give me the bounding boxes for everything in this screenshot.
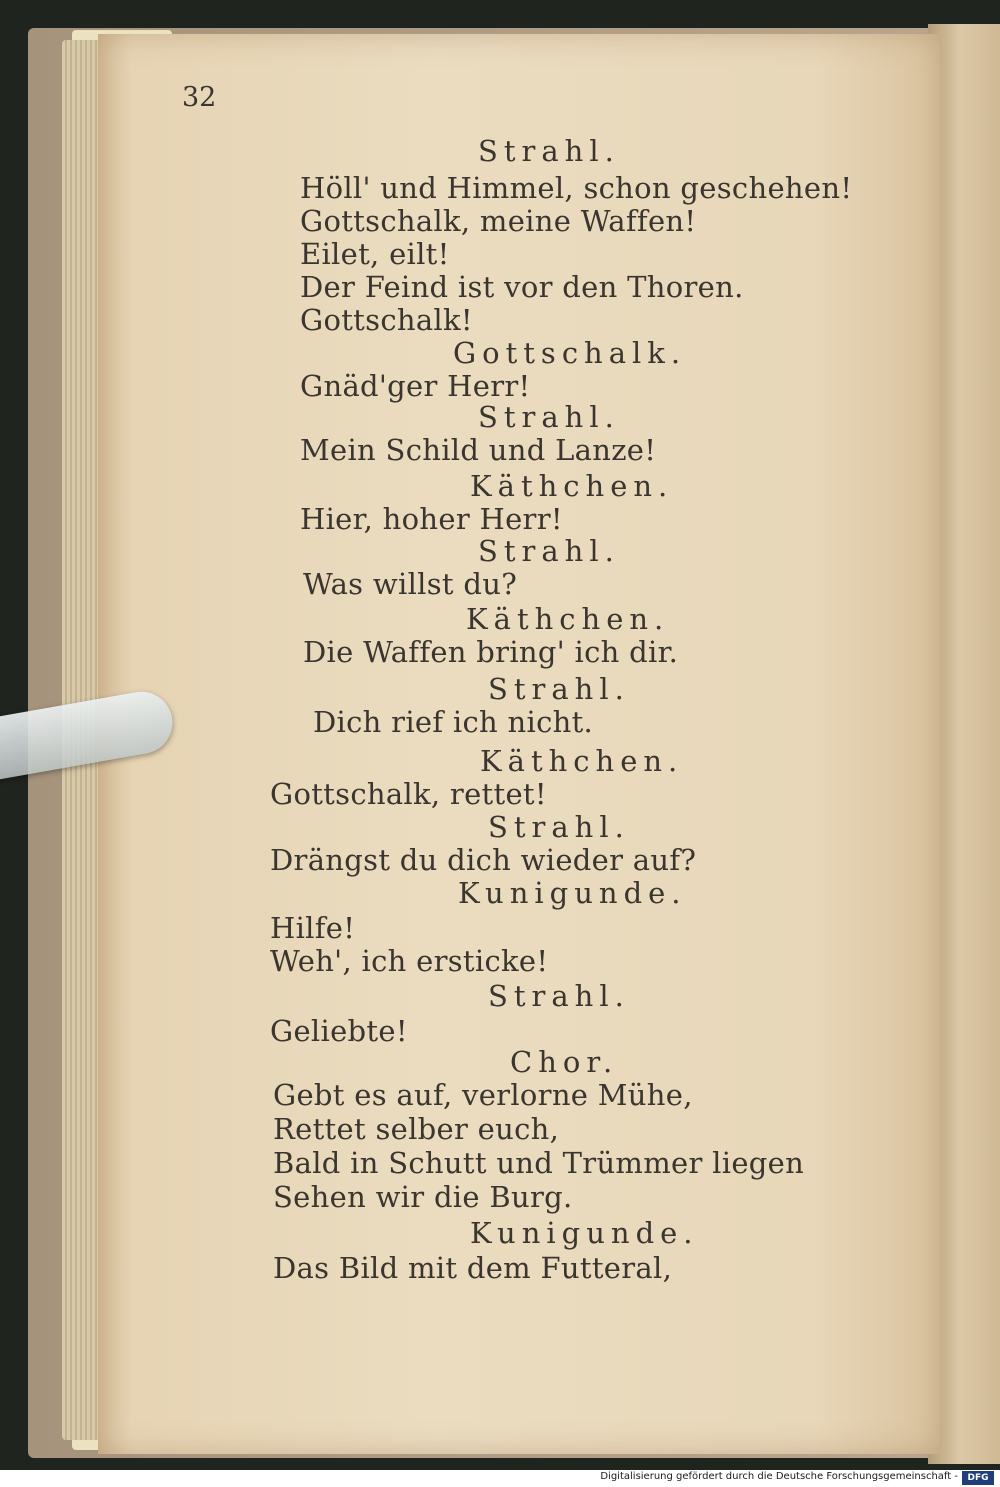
speaker-line: Strahl. — [488, 672, 630, 706]
verse-line: Dich rief ich nicht. — [313, 705, 594, 739]
speaker-line: Strahl. — [478, 134, 620, 168]
speaker-line: Kunigunde. — [470, 1216, 699, 1250]
verse-line: Höll' und Himmel, schon geschehen! — [300, 171, 853, 205]
verse-line: Was willst du? — [303, 567, 518, 601]
speaker-line: Chor. — [510, 1045, 619, 1079]
verse-line: Gottschalk, rettet! — [270, 777, 547, 811]
speaker-line: Käthchen. — [470, 469, 674, 503]
book-page — [98, 34, 940, 1454]
speaker-line: Käthchen. — [480, 744, 684, 778]
speaker-line: Strahl. — [478, 400, 620, 434]
verse-line: Gnäd'ger Herr! — [300, 369, 531, 403]
speaker-line: Gottschalk. — [453, 336, 687, 370]
verse-line: Gottschalk! — [300, 303, 473, 337]
verse-line: Geliebte! — [270, 1014, 408, 1048]
verse-line: Rettet selber euch, — [273, 1112, 560, 1146]
verse-line: Sehen wir die Burg. — [273, 1180, 573, 1214]
speaker-line: Strahl. — [488, 810, 630, 844]
verse-line: Weh', ich ersticke! — [270, 944, 549, 978]
speaker-line: Kunigunde. — [458, 876, 687, 910]
verse-line: Mein Schild und Lanze! — [300, 433, 657, 467]
footer-credit: Digitalisierung gefördert durch die Deutsche Forschungsgemeinschaft - — [600, 1471, 958, 1482]
verse-line: Bald in Schutt und Trümmer liegen — [273, 1146, 805, 1180]
verse-line: Gottschalk, meine Waffen! — [300, 204, 697, 238]
verse-line: Der Feind ist vor den Thoren. — [300, 270, 744, 304]
speaker-line: Strahl. — [478, 534, 620, 568]
speaker-line: Strahl. — [488, 979, 630, 1013]
verse-line: Gebt es auf, verlorne Mühe, — [273, 1078, 693, 1112]
verse-line: Das Bild mit dem Futteral, — [273, 1251, 673, 1285]
verse-line: Hier, hoher Herr! — [300, 502, 563, 536]
page-number: 32 — [182, 82, 217, 113]
verse-line: Drängst du dich wieder auf? — [270, 843, 697, 877]
verse-line: Die Waffen bring' ich dir. — [303, 635, 679, 669]
dfg-logo: DFG — [962, 1471, 994, 1485]
verse-line: Eilet, eilt! — [300, 237, 450, 271]
verse-line: Hilfe! — [270, 911, 356, 945]
speaker-line: Käthchen. — [466, 602, 670, 636]
